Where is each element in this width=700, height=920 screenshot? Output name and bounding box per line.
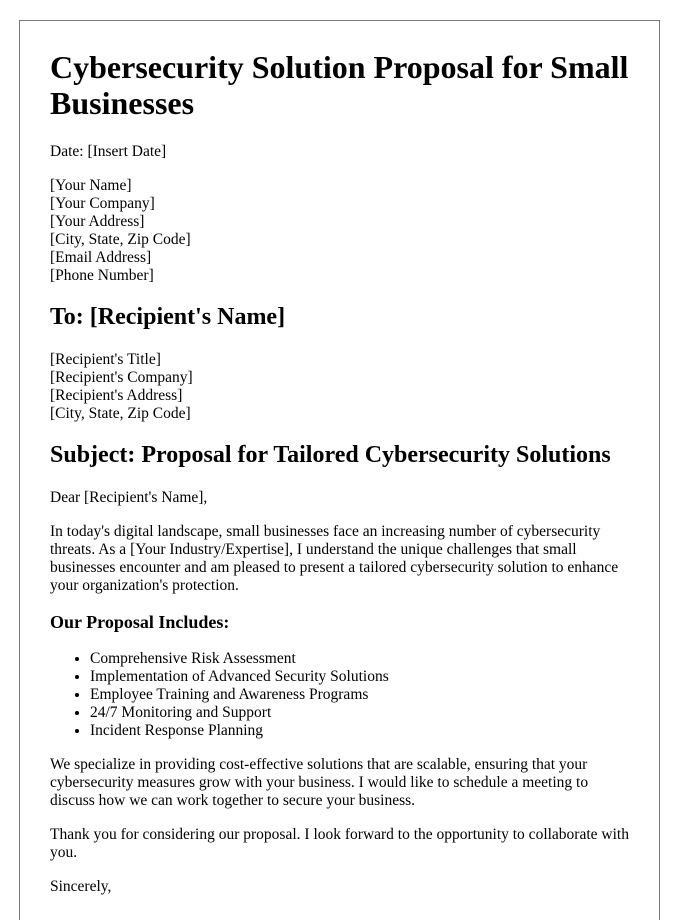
recipient-title: [Recipient's Title] [50, 351, 161, 368]
includes-list [50, 650, 629, 740]
sender-company: [Your Company] [50, 195, 155, 212]
date-line: Date: [Insert Date] [50, 143, 167, 160]
sender-address-block [50, 177, 629, 285]
salutation: Dear [Recipient's Name], [50, 489, 208, 506]
sender-email: [Email Address] [50, 249, 152, 266]
recipient-address-block [50, 351, 629, 423]
list-item: • Implementation of Advanced Security Solutions [90, 668, 629, 686]
sender-phone: [Phone Number] [50, 267, 154, 284]
intro-paragraph: In today's digital landscape, small businesses face an increasing number of cybersecurity threats. As a [Your Industry/Expertise], I understand the unique challenges that small businesses encounter and am pleased to present a tailored cybersecurity solution to enhance your organization's protection. [50, 523, 619, 594]
letter-page [19, 20, 660, 920]
list-item: • Comprehensive Risk Assessment [90, 650, 629, 668]
sender-address: [Your Address] [50, 213, 145, 230]
list-item: • 24/7 Monitoring and Support [90, 704, 629, 722]
recipient-heading: To: [Recipient's Name] [50, 304, 286, 330]
subject-heading: Subject: Proposal for Tailored Cybersecurity Solutions [50, 442, 611, 468]
sender-city-state-zip: [City, State, Zip Code] [50, 231, 191, 248]
recipient-company: [Recipient's Company] [50, 369, 193, 386]
specialize-paragraph: We specialize in providing cost-effective solutions that are scalable, ensuring that your cybersecurity measures grow with your business. I would like to schedule a meeting to discuss how we can work together to secure your business. [50, 756, 589, 809]
list-item: • Employee Training and Awareness Programs [90, 686, 629, 704]
includes-heading: Our Proposal Includes: [50, 612, 230, 632]
sender-name: [Your Name] [50, 177, 132, 194]
document-title: Cybersecurity Solution Proposal for Small Businesses [50, 49, 629, 121]
recipient-address: [Recipient's Address] [50, 387, 183, 404]
recipient-city-state-zip: [City, State, Zip Code] [50, 405, 191, 422]
closing: Sincerely, [50, 878, 112, 895]
thanks-paragraph: Thank you for considering our proposal. I look forward to the opportunity to collaborate with you. [50, 826, 629, 861]
list-item: • Incident Response Planning [90, 722, 629, 740]
